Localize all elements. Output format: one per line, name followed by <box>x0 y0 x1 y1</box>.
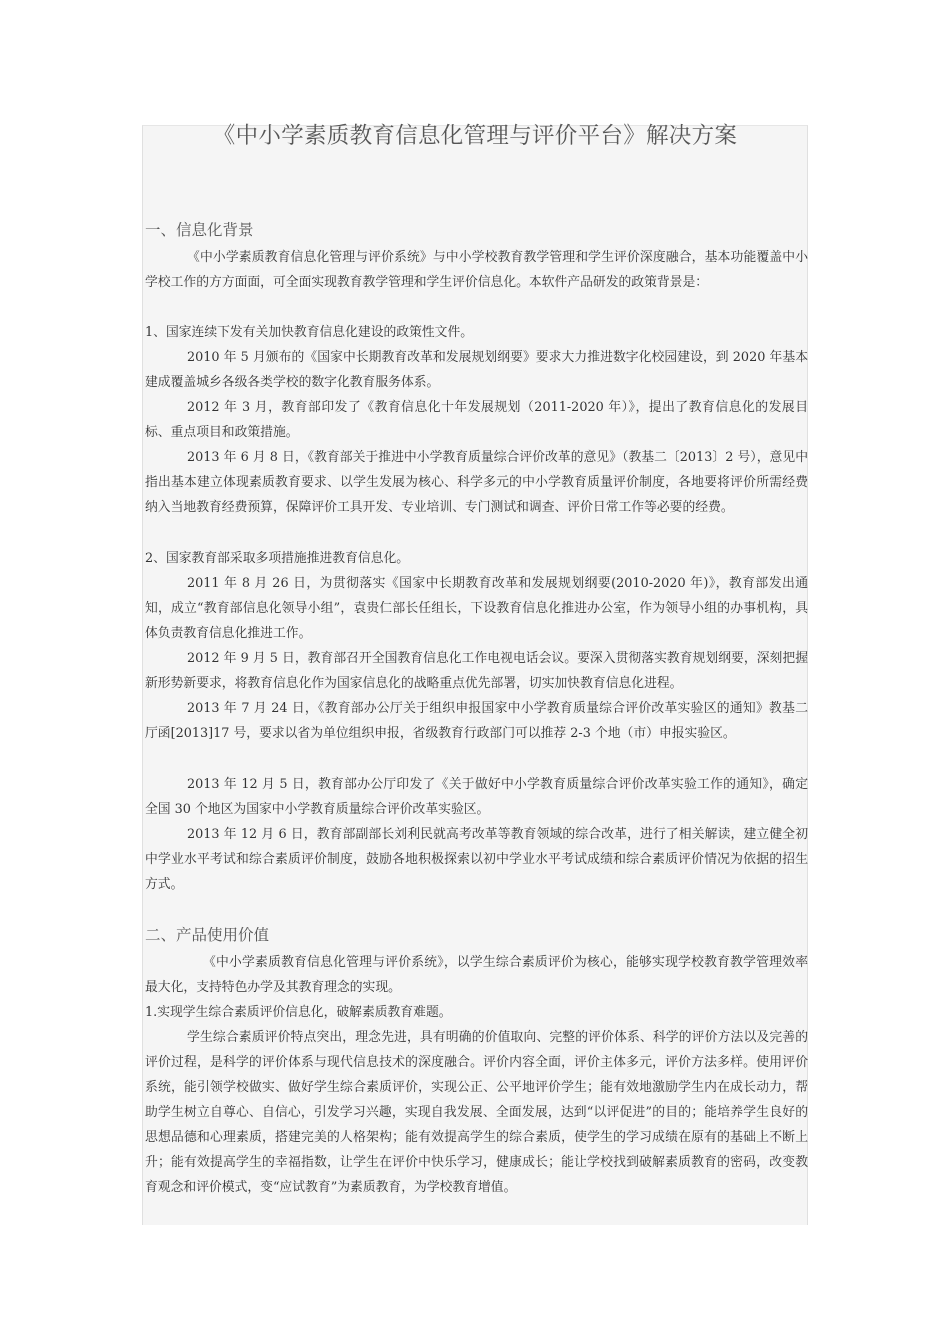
paragraph: 2012 年 3 月，教育部印发了《教育信息化十年发展规划（2011-2020 年）》，提出了教育信息化的发展目标、重点项目和政策措施。 <box>145 400 808 440</box>
paragraph: 2013 年 12 月 5 日，教育部办公厅印发了《关于做好中小学教育质量综合评价改革实验工作的通知》，确定全国 30 个地区为国家中小学教育质量综合评价改革实验区。 <box>145 777 808 817</box>
paragraph: 1、国家连续下发有关加快教育信息化建设的政策性文件。 <box>145 325 474 340</box>
paragraph: 2013 年 7 月 24 日，《教育部办公厅关于组织申报国家中小学教育质量综合评价改革实验区的通知》教基二厅函[2013]17 号，要求以省为单位组织申报，省级教育行政部门可以推荐 2-3 个地（市）申报实验区。 <box>145 701 808 741</box>
paragraph: 《中小学素质教育信息化管理与评价系统》，以学生综合素质评价为核心，能够实现学校教育教学管理效率最大化，支持特色办学及其教育理念的实现。 <box>145 955 808 995</box>
paragraph: 2011 年 8 月 26 日，为贯彻落实《国家中长期教育改革和发展规划纲要(2010-2020 年)》，教育部发出通知，成立“教育部信息化领导小组”，袁贵仁部长任组长，下设教育信息化推进办公室，作为领导小组的办事机构，具体负责教育信息化推进工作。 <box>145 576 808 641</box>
section-heading-background: 一、信息化背景 <box>145 221 254 239</box>
paragraph: 学生综合素质评价特点突出，理念先进，具有明确的价值取向、完整的评价体系、科学的评价方法以及完善的评价过程，是科学的评价体系与现代信息技术的深度融合。评价内容全面，评价主体多元，评价方法多样。使用评价系统，能引领学校做实、做好学生综合素质评价，实现公正、公平地评价学生；能有效地激励学生内在成长动力，帮助学生树立自尊心、自信心，引发学习兴趣，实现自我发展、全面发展，达到“以评促进”的目的；能培养学生良好的思想品德和心理素质，搭建完美的人格架构；能有效提高学生的综合素质，使学生的学习成绩在原有的基础上不断上升；能有效提高学生的幸福指数，让学生在评价中快乐学习，健康成长；能让学校找到破解素质教育的密码，改变教育观念和评价模式，变“应试教育”为素质教育，为学校教育增值。 <box>145 1030 808 1195</box>
paragraph: 《中小学素质教育信息化管理与评价系统》与中小学校教育教学管理和学生评价深度融合，基本功能覆盖中小学校工作的方方面面，可全面实现教育教学管理和学生评价信息化。本软件产品研发的政策背景是： <box>145 250 808 290</box>
paragraph: 2、国家教育部采取多项措施推进教育信息化。 <box>145 551 410 566</box>
section-heading-value: 二、产品使用价值 <box>145 926 270 944</box>
paragraph: 2010 年 5 月颁布的《国家中长期教育改革和发展规划纲要》要求大力推进数字化校园建设，到 2020 年基本建成覆盖城乡各级各类学校的数字化教育服务体系。 <box>145 350 808 390</box>
paragraph: 2012 年 9 月 5 日，教育部召开全国教育信息化工作电视电话会议。要深入贯彻落实教育规划纲要，深刻把握新形势新要求，将教育信息化作为国家信息化的战略重点优先部署，切实加快教育信息化进程。 <box>145 651 808 691</box>
paragraph: 1.实现学生综合素质评价信息化，破解素质教育难题。 <box>145 1005 452 1020</box>
document-title: 《中小学素质教育信息化管理与评价平台》解决方案 <box>212 123 738 149</box>
paragraph: 2013 年 12 月 6 日，教育部副部长刘利民就高考改革等教育领域的综合改革，进行了相关解读，建立健全初中学业水平考试和综合素质评价制度，鼓励各地积极探索以初中学业水平考试成绩和综合素质评价情况为依据的招生方式。 <box>145 827 808 892</box>
paragraph: 2013 年 6 月 8 日，《教育部关于推进中小学教育质量综合评价改革的意见》（教基二〔2013〕2 号），意见中指出基本建立体现素质教育要求、以学生发展为核心、科学多元的中小学教育质量评价制度，各地要将评价所需经费纳入当地教育经费预算，保障评价工具开发、专业培训、专门测试和调查、评价日常工作等必要的经费。 <box>145 450 808 515</box>
